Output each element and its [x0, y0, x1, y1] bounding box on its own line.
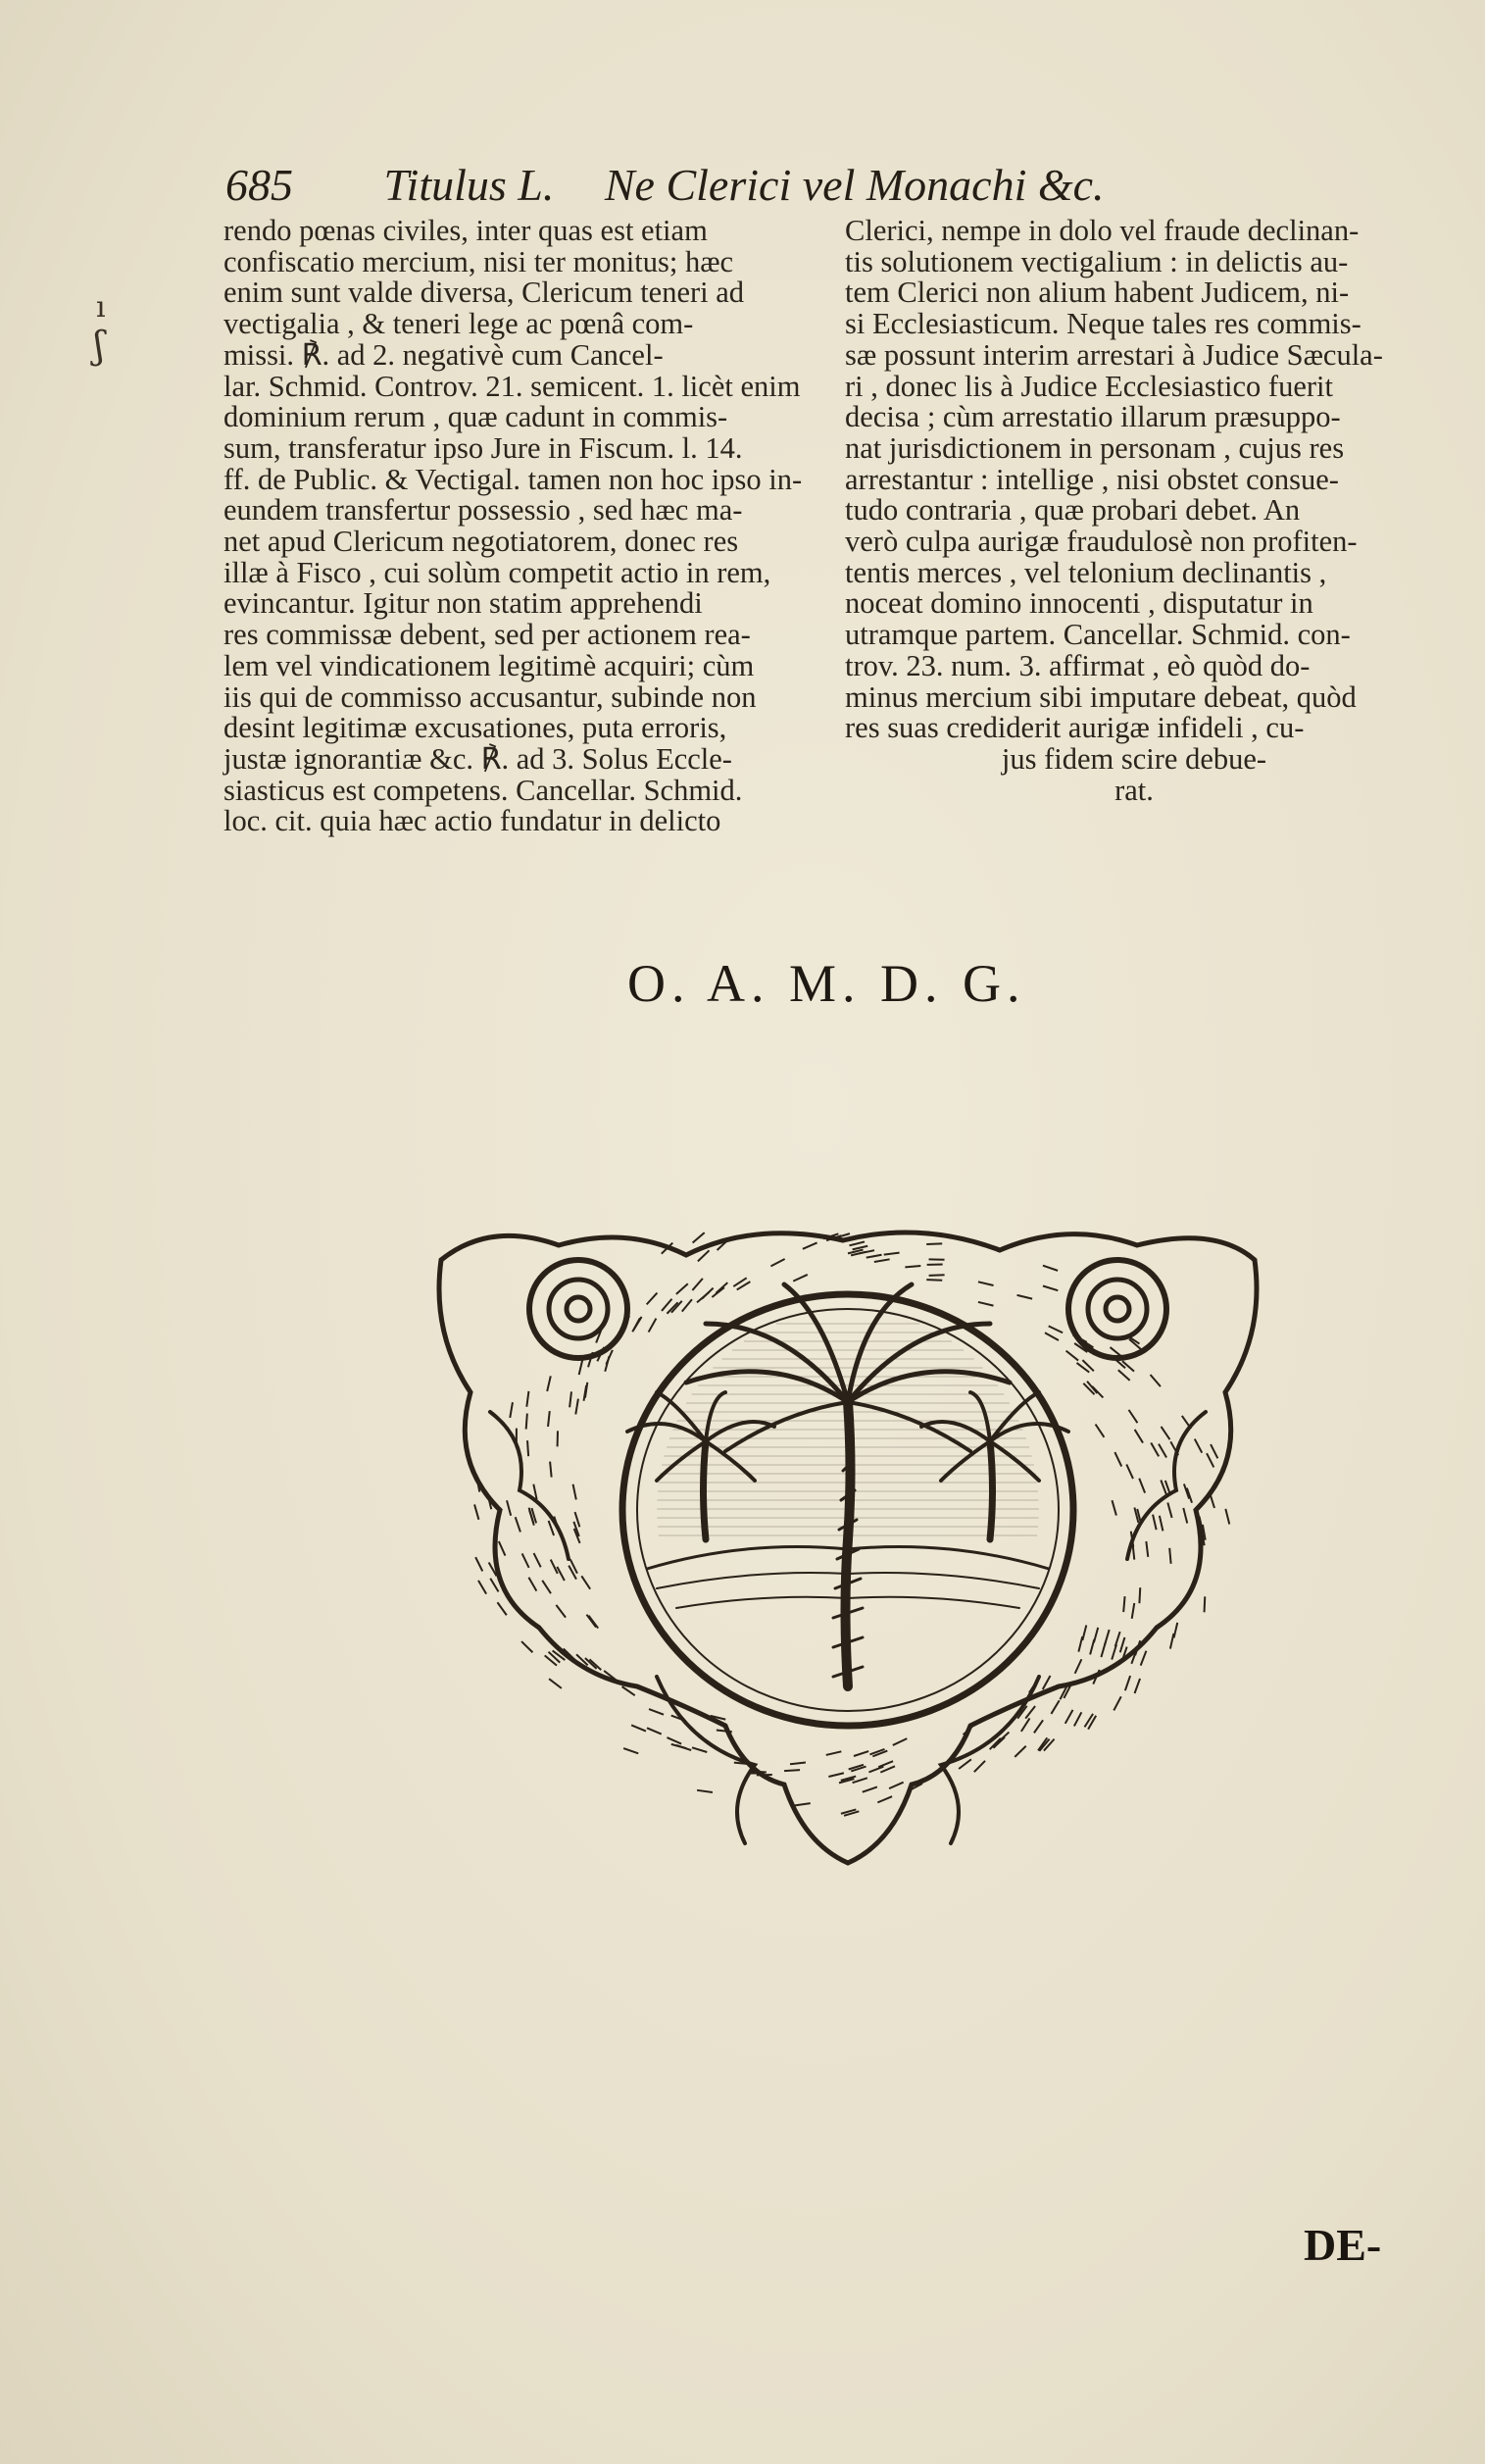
text-line: trov. 23. num. 3. affirmat , eò quòd do-: [845, 648, 1311, 682]
text-line: tudo contraria , quæ probari debet. An: [845, 493, 1301, 528]
text-line: siasticus est competens. Cancellar. Schmid.: [223, 773, 743, 807]
text-line: tentis merces , vel telonium declinantis ,: [845, 555, 1327, 589]
text-line: ri , donec lis à Judice Ecclesiastico fuerit: [845, 369, 1333, 403]
running-head: Ne Clerici vel Monachi &c.: [604, 160, 1105, 210]
text-line: eundem transfertur possessio , sed hæc ma-: [223, 493, 743, 528]
text-line: loc. cit. quia hæc actio fundatur in delicto: [223, 804, 721, 838]
text-line: rat.: [1114, 773, 1154, 807]
text-line: lem vel vindicationem legitimè acquiri; cùm: [223, 648, 755, 682]
text-line: confiscatio mercium, nisi ter monitus; hæc: [223, 244, 734, 278]
text-line: enim sunt valde diversa, Clericum teneri ad: [223, 276, 745, 310]
text-line: res suas crediderit aurigæ infideli , cu-: [845, 711, 1305, 745]
title-label: Titulus L.: [383, 160, 555, 210]
text-line: tis solutionem vectigalium : in delictis au-: [845, 244, 1349, 278]
text-line: arrestantur : intellige , nisi obstet consue-: [845, 462, 1339, 496]
closing-motto: O. A. M. D. G.: [627, 954, 1026, 1013]
text-line: minus mercium sibi imputare debeat, quòd: [845, 679, 1357, 714]
margin-mark: ʃ: [94, 324, 105, 367]
margin-mark: ı: [96, 290, 106, 325]
text-line: desint legitimæ excusationes, puta erroris,: [223, 711, 727, 745]
palm-tree-ornament-icon: [431, 1216, 1264, 1883]
text-line: nat jurisdictionem in personam , cujus res: [845, 430, 1345, 465]
text-line: ff. de Public. & Vectigal. tamen non hoc ipso in-: [223, 462, 803, 496]
text-line: missi. ℟. ad 2. negativè cum Cancel-: [223, 337, 664, 372]
running-header: [225, 159, 1206, 211]
text-line: lar. Schmid. Controv. 21. semicent. 1. licèt enim: [223, 369, 801, 403]
text-line: net apud Clericum negotiatorem, donec res: [223, 525, 739, 559]
text-line: verò culpa aurigæ fraudulosè non profiten-: [845, 525, 1358, 559]
right-text-column: [845, 216, 1423, 806]
text-line: decisa ; cùm arrestatio illarum præsuppo-: [845, 400, 1341, 434]
text-line: Clerici, nempe in dolo vel fraude declinan-: [845, 214, 1360, 247]
text-line: utramque partem. Cancellar. Schmid. con-: [845, 618, 1351, 652]
text-line: illæ à Fisco , cui solùm competit actio in rem,: [223, 555, 771, 589]
text-line: si Ecclesiasticum. Neque tales res commis-: [845, 307, 1361, 341]
text-line: justæ ignorantiæ &c. ℟. ad 3. Solus Eccle-: [223, 741, 732, 776]
text-line: rendo pœnas civiles, inter quas est etiam: [223, 214, 708, 247]
page-number: 685: [225, 160, 293, 210]
text-line: iis qui de commisso accusantur, subinde non: [223, 679, 757, 714]
text-line: vectigalia , & teneri lege ac pœnâ com-: [223, 307, 694, 341]
text-line: jus fidem scire debue-: [1001, 741, 1267, 776]
text-line: sæ possunt interim arrestari à Judice Sæcula-: [845, 337, 1383, 372]
text-line: sum, transferatur ipso Jure in Fiscum. l. 14.: [223, 430, 743, 465]
text-line: evincantur. Igitur non statim apprehendi: [223, 586, 703, 621]
text-line: res commissæ debent, sed per actionem rea-: [223, 618, 751, 652]
text-line: dominium rerum , quæ cadunt in commis-: [223, 400, 728, 434]
left-text-column: [223, 216, 817, 837]
text-line: noceat domino innocenti , disputatur in: [845, 586, 1313, 621]
catchword: DE-: [1304, 2220, 1382, 2270]
text-line: tem Clerici non alium habent Judicem, ni-: [845, 276, 1350, 310]
